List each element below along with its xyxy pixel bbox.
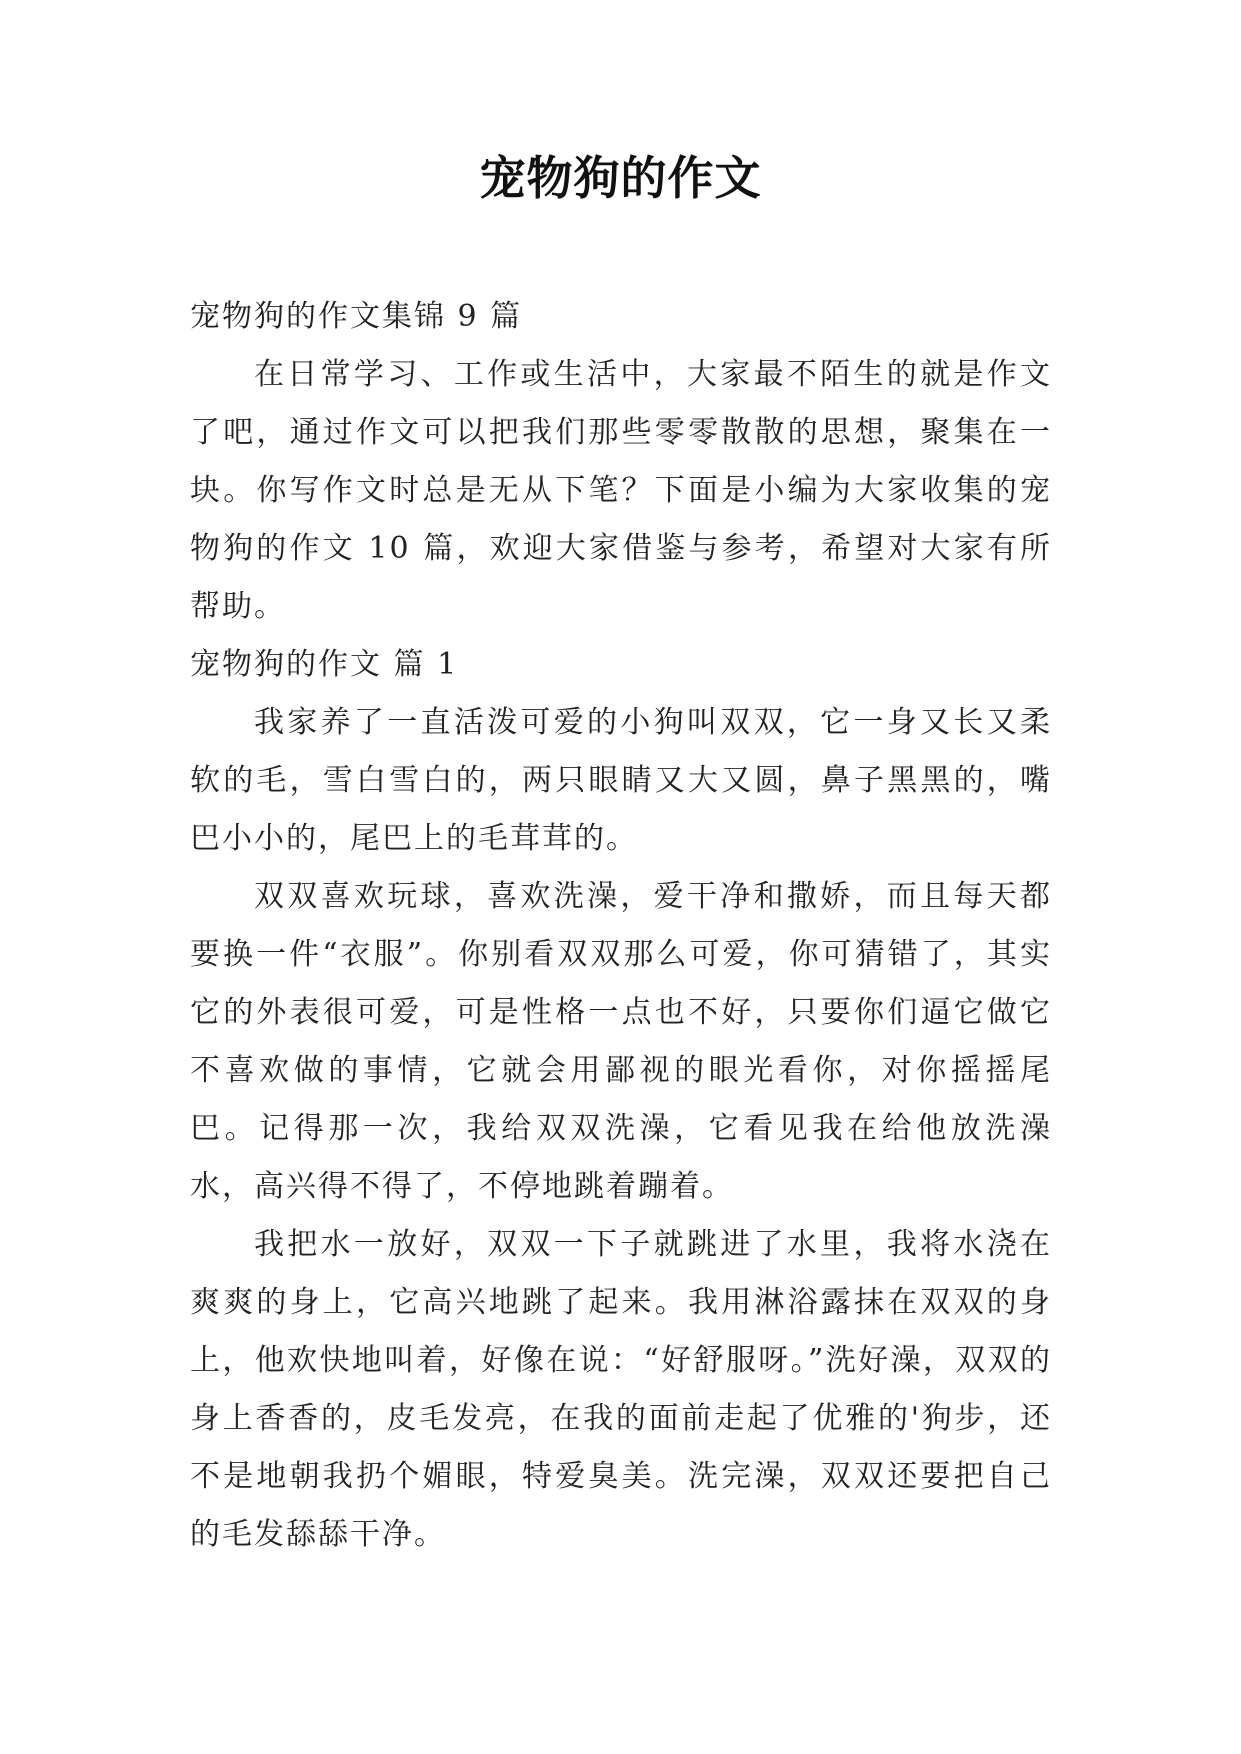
body-paragraph: 双双喜欢玩球，喜欢洗澡，爱干净和撒娇，而且每天都要换一件“衣服”。你别看双双那么可爱，你可猜错了，其实它的外表很可爱，可是性格一点也不好，只要你们逼它做它不喜欢做的事情，它就会用鄙视的眼光看你，对你摇摇尾巴。记得那一次，我给双双洗澡，它看见我在给他放洗澡水，高兴得不得了，不停地跳着蹦着。 (190, 879, 1052, 1204)
section-heading: 宠物狗的作文 篇 1 (190, 647, 459, 682)
intro-paragraph: 在日常学习、工作或生活中，大家最不陌生的就是作文了吧，通过作文可以把我们那些零零散散的思想，聚集在一块。你写作文时总是无从下笔？下面是小编为大家收集的宠物狗的作文 10 篇，欢迎大家借鉴与参考，希望对大家有所帮助。 (190, 357, 1052, 624)
body-paragraph: 我把水一放好，双双一下子就跳进了水里，我将水浇在爽爽的身上，它高兴地跳了起来。我用淋浴露抹在双双的身上，他欢快地叫着，好像在说：“好舒服呀。”洗好澡，双双的身上香香的，皮毛发亮，在我的面前走起了优雅的'狗步，还不是地朝我扔个媚眼，特爱臭美。洗完澡，双双还要把自己的毛发舔舔干净。 (190, 1227, 1052, 1552)
document-title: 宠物狗的作文 (479, 151, 762, 205)
document-body (190, 288, 1052, 1564)
collection-subtitle: 宠物狗的作文集锦 9 篇 (190, 299, 523, 334)
body-paragraph: 我家养了一直活泼可爱的小狗叫双双，它一身又长又柔软的毛，雪白雪白的，两只眼睛又大又圆，鼻子黑黑的，嘴巴小小的，尾巴上的毛茸茸的。 (190, 705, 1052, 856)
